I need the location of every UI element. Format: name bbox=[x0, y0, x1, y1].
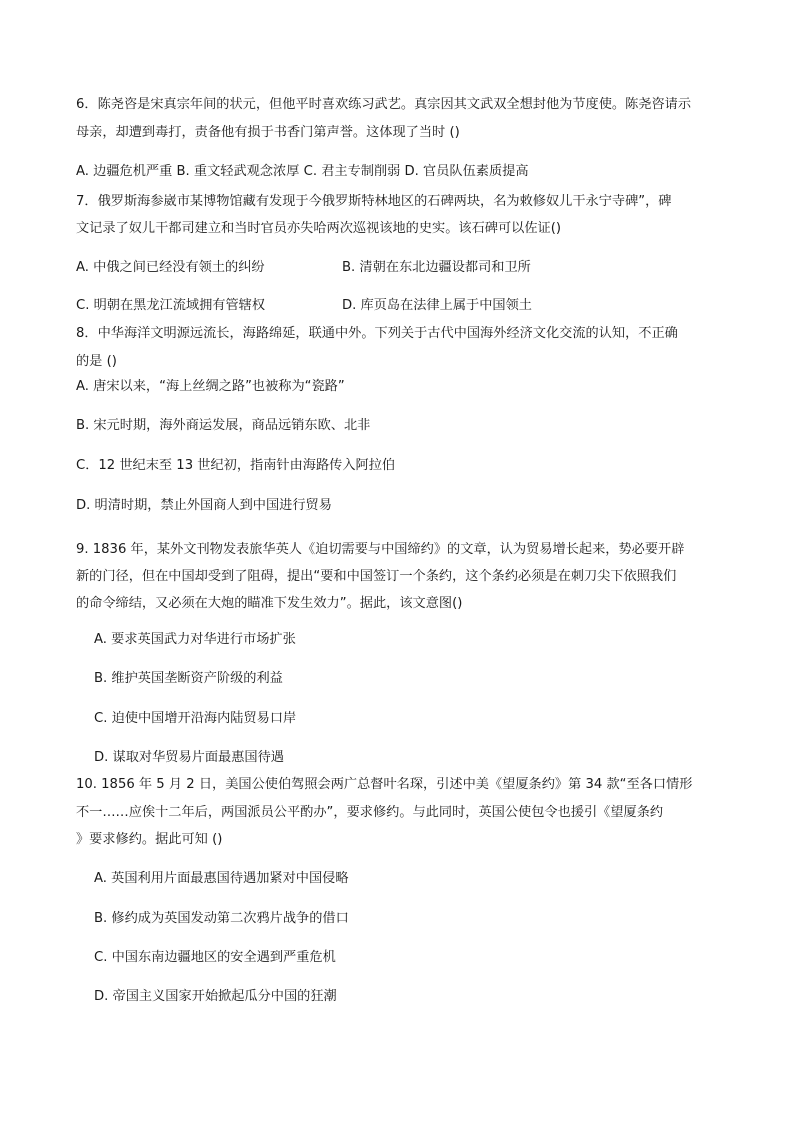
question-9-stem-line-1: 9. 1836 年，某外文刊物发表旅华英人《迫切需要与中国缔约》的文章，认为贸易增长起来，势必要开辟 bbox=[76, 542, 685, 557]
question-8-option-d: D. 明清时期，禁止外国商人到中国进行贸易 bbox=[76, 498, 332, 513]
question-7-stem-line-2: 文记录了奴儿干都司建立和当时官员亦失哈两次巡视该地的史实。该石碑可以佐证() bbox=[76, 221, 562, 236]
question-10-option-d: D. 帝国主义国家开始掀起瓜分中国的狂潮 bbox=[94, 989, 337, 1004]
question-10-option-a: A. 英国利用片面最惠国待遇加紧对中国侵略 bbox=[94, 871, 349, 886]
question-9-option-a: A. 要求英国武力对华进行市场扩张 bbox=[94, 632, 296, 647]
question-7-option-b: B. 清朝在东北边疆设都司和卫所 bbox=[342, 260, 531, 275]
question-8-option-a: A. 唐宋以来，“海上丝绸之路”也被称为“瓷路” bbox=[76, 379, 345, 394]
question-9-stem-line-3: 的命令缔结，又必须在大炮的瞄准下发生效力”。据此，该文意图() bbox=[76, 596, 463, 611]
question-7-option-a: A. 中俄之间已经没有领土的纠纷 bbox=[76, 260, 265, 275]
question-9-option-b: B. 维护英国垄断资产阶级的利益 bbox=[94, 671, 283, 686]
question-7-option-d: D. 库页岛在法律上属于中国领土 bbox=[342, 298, 532, 313]
question-6-stem-line-2: 母亲，却遭到毒打，责备他有损于书香门第声誉。这体现了当时 () bbox=[76, 125, 460, 140]
question-10-stem-line-2: 不一……应俟十二年后，两国派员公平酌办”，要求修约。与此同时，英国公使包令也援引《望厦条约 bbox=[76, 805, 664, 820]
question-7-option-c: C. 明朝在黑龙江流域拥有管辖权 bbox=[76, 298, 266, 313]
question-9-option-d: D. 谋取对华贸易片面最惠国待遇 bbox=[94, 750, 284, 765]
question-10-option-c: C. 中国东南边疆地区的安全遇到严重危机 bbox=[94, 950, 336, 965]
question-9-option-c: C. 迫使中国增开沿海内陆贸易口岸 bbox=[94, 711, 297, 726]
question-9-stem-line-2: 新的门径，但在中国却受到了阻碍，提出“要和中国签订一个条约，这个条约必须是在刺刀尖下依照我们 bbox=[76, 569, 677, 584]
question-6-options: A. 边疆危机严重 B. 重文轻武观念浓厚 C. 君主专制削弱 D. 官员队伍素质提高 bbox=[76, 164, 529, 179]
question-7-stem-line-1: 7．俄罗斯海参崴市某博物馆藏有发现于今俄罗斯特林地区的石碑两块，名为敕修奴儿干永宁寺碑”，碑 bbox=[76, 194, 672, 209]
question-8-option-c: C．12 世纪末至 13 世纪初，指南针由海路传入阿拉伯 bbox=[76, 458, 396, 473]
question-8-option-b: B. 宋元时期，海外商运发展，商品远销东欧、北非 bbox=[76, 418, 371, 433]
question-10-stem-line-3: 》要求修约。据此可知 () bbox=[76, 832, 223, 847]
question-10-option-b: B. 修约成为英国发动第二次鸦片战争的借口 bbox=[94, 911, 349, 926]
question-10-stem-line-1: 10. 1856 年 5 月 2 日，美国公使伯驾照会两广总督叶名琛，引述中美《望厦条约》第 34 款“至各口情形 bbox=[76, 777, 693, 792]
question-6-stem-line-1: 6．陈尧咨是宋真宗年间的状元，但他平时喜欢练习武艺。真宗因其文武双全想封他为节度使。陈尧咨请示 bbox=[76, 97, 692, 112]
question-8-stem-line-1: 8．中华海洋文明源远流长，海路绵延，联通中外。下列关于古代中国海外经济文化交流的认知，不正确 bbox=[76, 326, 678, 341]
question-8-stem-line-2: 的是 () bbox=[76, 354, 117, 369]
